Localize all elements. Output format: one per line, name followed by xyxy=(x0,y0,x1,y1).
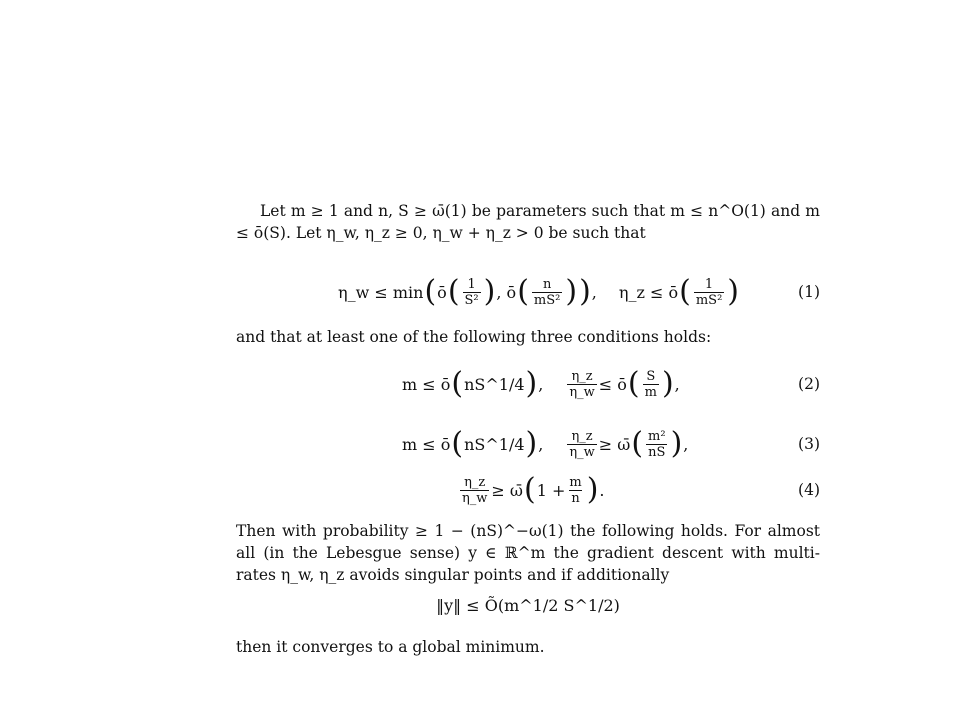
eq3-fraction: $\frac{\text{m²}}{nS}$ xyxy=(648,428,666,460)
eq2-fraction: $\frac{S}{m}$ xyxy=(644,368,657,400)
conditions-intro: and that at least one of the following three conditions holds: xyxy=(236,328,712,346)
eq1-fraction-1: $\frac{1}{\text{S²}}$ xyxy=(464,276,479,308)
norm-equation: ‖y‖ ≤ Õ(m^1/2 S^1/2) xyxy=(436,596,620,615)
equation-number-1: (1) xyxy=(798,283,820,301)
equation-3: m ≤ ō ( nS^1/4 ) , $\frac{\eta\_z}{\eta\_w}$ ≥ ω̄ ( $\frac{\text{m²}}{nS}$ ) , (3) xyxy=(236,424,820,464)
then-paragraph: Then with probability ≥ 1 − (nS)^−ω(1) the following holds. For almost all (in the Lebesgue sense) y ∈ ℝ^m the gradient descent with multi-rates η_w, η_z avoids singular points and if additionally xyxy=(236,522,820,584)
equation-1: η_w ≤ min ( ō ( $\frac{1}{\text{S²}}$ ) , ō ( $\frac{n}{\text{mS²}}$ ) ) , η_z ≤ ō ( $\frac{1}{\text{mS²}}$ ) (1) xyxy=(236,272,820,312)
equation-4: $\frac{\eta\_z}{\eta\_w}$ ≥ ω̄ ( 1 + $\frac{m}{n}$ ) . (4) xyxy=(236,470,820,510)
intro-paragraph: Let m ≥ 1 and n, S ≥ ω̄(1) be parameters such that m ≤ n^O(1) and m ≤ ō(S). Let η_w, η_z ≥ 0, η_w + η_z > 0 be such that xyxy=(236,202,820,242)
eq1-rhs: η_z ≤ ō xyxy=(618,282,679,302)
eq1-fraction-2: $\frac{n}{\text{mS²}}$ xyxy=(533,276,561,308)
equation-number-3: (3) xyxy=(798,435,820,453)
eq1-lhs: η_w ≤ min xyxy=(338,282,424,302)
eq3-ratio: $\frac{\eta\_z}{\eta\_w}$ xyxy=(569,428,595,460)
eq4-fraction: $\frac{m}{n}$ xyxy=(569,474,582,506)
eq2-ratio: $\frac{\eta\_z}{\eta\_w}$ xyxy=(569,368,595,400)
eq4-ratio: $\frac{\eta\_z}{\eta\_w}$ xyxy=(462,474,488,506)
equation-number-4: (4) xyxy=(798,481,820,499)
equation-number-2: (2) xyxy=(798,375,820,393)
eq1-fraction-3: $\frac{1}{\text{mS²}}$ xyxy=(695,276,723,308)
equation-2: m ≤ ō ( nS^1/4 ) , $\frac{\eta\_z}{\eta\_w}$ ≤ ō ( $\frac{S}{m}$ ) , (2) xyxy=(236,364,820,404)
conclusion: then it converges to a global minimum. xyxy=(236,638,545,656)
